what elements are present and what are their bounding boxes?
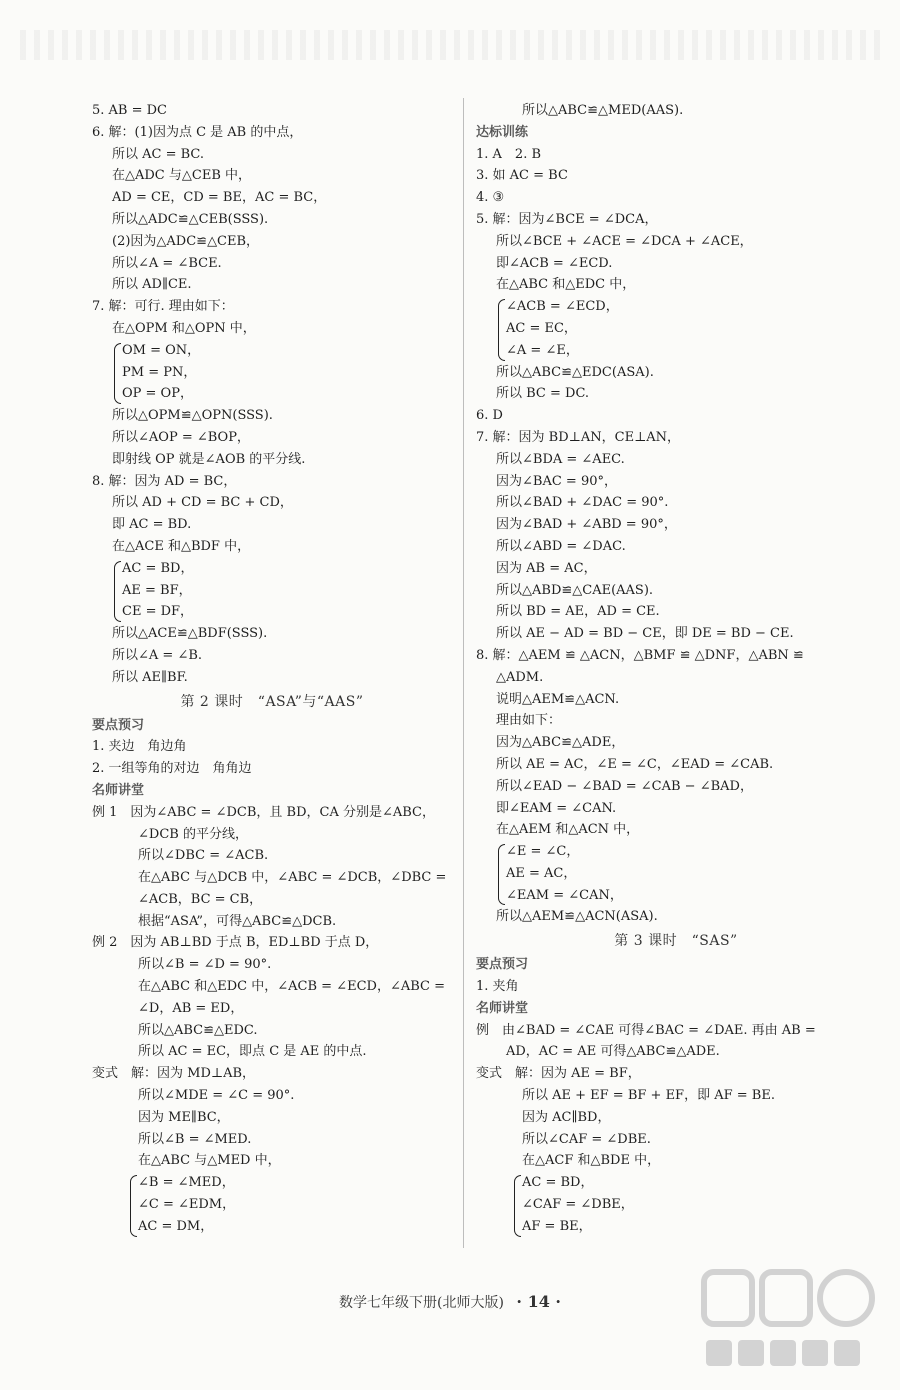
left-column bbox=[92, 100, 452, 1238]
answer-line: 所以 AE − AD = BD − CE，即 DE = BD − CE. bbox=[496, 626, 794, 642]
answer-line: 所以△ACE≌△BDF(SSS). bbox=[112, 626, 268, 642]
answer-line: OP = OP， bbox=[122, 386, 193, 402]
answer-line: 1. A 2. B bbox=[476, 146, 542, 162]
answer-line: AF = BE， bbox=[522, 1218, 592, 1234]
answer-line: 所以∠A = ∠B. bbox=[112, 647, 203, 663]
answer-line: 例 由∠BAD = ∠CAE 可得∠BAC = ∠DAE. 再由 AB = bbox=[476, 1022, 816, 1038]
answer-line: 即∠ACB = ∠ECD. bbox=[496, 255, 613, 271]
answer-line: 所以 AD∥CE. bbox=[112, 277, 192, 293]
answer-line: 因为∠BAD + ∠ABD = 90°， bbox=[496, 517, 677, 533]
answer-line: ∠ACB，BC = CB， bbox=[138, 891, 263, 907]
answer-line: 4. ③ bbox=[476, 190, 505, 206]
answer-line: 8. 解：因为 AD = BC， bbox=[92, 473, 237, 489]
answer-line: 所以△OPM≌△OPN(SSS). bbox=[112, 408, 273, 424]
answer-line: AD = CE，CD = BE，AC = BC， bbox=[112, 190, 327, 206]
answer-line: 所以△ABD≌△CAE(AAS). bbox=[496, 582, 654, 598]
answer-line: 所以 AC = BC. bbox=[112, 146, 205, 162]
answer-line: 即射线 OP 就是∠AOB 的平分线. bbox=[112, 451, 306, 467]
answer-line: 因为 AC∥BD， bbox=[522, 1109, 611, 1125]
answer-line: 5. 解：因为∠BCE = ∠DCA， bbox=[476, 211, 658, 227]
answer-line: 6. 解：(1)因为点 C 是 AB 的中点， bbox=[92, 124, 303, 140]
answer-line: OM = ON， bbox=[122, 342, 201, 358]
answer-line: 5. AB = DC bbox=[92, 103, 168, 118]
brace-icon bbox=[114, 561, 121, 622]
answer-line: ∠A = ∠E， bbox=[506, 342, 579, 358]
answer-line: 2. 一组等角的对边 角角边 bbox=[92, 761, 252, 777]
answer-line: 在△ADC 与△CEB 中， bbox=[112, 168, 252, 184]
answer-line: 因为△ABC≌△ADE， bbox=[496, 735, 625, 751]
answer-line: 即∠EAM = ∠CAN. bbox=[496, 800, 617, 816]
answer-line: 即 AC = BD. bbox=[112, 517, 192, 533]
answer-line: 3. 如 AC = BC bbox=[476, 168, 568, 184]
answer-line: 在△ACF 和△BDE 中， bbox=[522, 1153, 661, 1169]
condition-brace-group bbox=[476, 1172, 876, 1237]
answer-line: 所以∠MDE = ∠C = 90°. bbox=[138, 1088, 295, 1104]
page-number: · 14 · bbox=[516, 1292, 561, 1311]
answer-line: 6. D bbox=[476, 408, 503, 424]
answer-line: 所以△ADC≌△CEB(SSS). bbox=[112, 211, 269, 227]
lesson-title: 第 2 课时 “ASA”与“AAS” bbox=[180, 693, 364, 710]
right-column bbox=[476, 100, 876, 1238]
answer-line: CE = DF， bbox=[122, 604, 194, 620]
scan-noise bbox=[20, 30, 880, 60]
answer-line: 所以△ABC≌△EDC. bbox=[138, 1022, 258, 1038]
brace-icon bbox=[114, 343, 121, 404]
watermark-logo-icon bbox=[696, 1252, 886, 1382]
answer-line: 所以 AE = AC，∠E = ∠C，∠EAD = ∠CAB. bbox=[496, 756, 774, 772]
answer-line: 7. 解：因为 BD⊥AN，CE⊥AN， bbox=[476, 429, 681, 445]
answer-line: 所以∠B = ∠D = 90°. bbox=[138, 957, 272, 973]
answer-line: 所以△ABC≌△MED(AAS). bbox=[522, 103, 684, 118]
answer-line: 例 1 因为∠ABC = ∠DCB，且 BD，CA 分别是∠ABC， bbox=[92, 804, 435, 820]
answer-line: 所以 AD + CD = BC + CD， bbox=[112, 495, 293, 511]
brace-icon bbox=[514, 1175, 521, 1236]
answer-line: 在△OPM 和△OPN 中， bbox=[112, 320, 256, 336]
brace-icon bbox=[498, 844, 505, 905]
book-title: 数学七年级下册(北师大版) bbox=[339, 1295, 504, 1311]
answer-line: 所以∠B = ∠MED. bbox=[138, 1131, 252, 1147]
answer-line: 7. 解：可行. 理由如下： bbox=[92, 299, 234, 315]
answer-line: 所以∠ABD = ∠DAC. bbox=[496, 538, 626, 554]
answer-line: ∠B = ∠MED， bbox=[138, 1175, 235, 1191]
answer-line: 在△ABC 与△DCB 中，∠ABC = ∠DCB，∠DBC = bbox=[138, 870, 447, 886]
answer-line: 在△ABC 与△MED 中， bbox=[138, 1153, 281, 1169]
answer-line: 理由如下： bbox=[496, 713, 562, 729]
answer-line: ∠DCB 的平分线， bbox=[138, 826, 248, 842]
condition-brace-group bbox=[476, 841, 876, 906]
condition-brace-group bbox=[92, 340, 452, 405]
answer-line: 所以 BD = AE，AD = CE. bbox=[496, 604, 660, 620]
answer-line: 变式 解：因为 AE = BF， bbox=[476, 1066, 641, 1082]
answer-line: 因为∠BAC = 90°， bbox=[496, 473, 617, 489]
answer-line: AC = BD， bbox=[522, 1175, 594, 1191]
section-heading: 名师讲堂 bbox=[92, 782, 145, 798]
answer-line: 8. 解：△AEM ≌ △ACN，△BMF ≌ △DNF，△ABN ≌ bbox=[476, 647, 804, 663]
answer-line: AC = BD， bbox=[122, 560, 194, 576]
answer-line: 1. 夹边 角边角 bbox=[92, 739, 187, 755]
answer-line: 所以 AE∥BF. bbox=[112, 669, 188, 685]
lesson-title: 第 3 课时 “SAS” bbox=[614, 933, 738, 950]
answer-line: (2)因为△ADC≌△CEB， bbox=[112, 233, 260, 249]
answer-line: 所以 AE + EF = BF + EF，即 AF = BE. bbox=[522, 1088, 775, 1104]
answer-line: 在△ACE 和△BDF 中， bbox=[112, 538, 251, 554]
section-heading: 要点预习 bbox=[476, 957, 529, 973]
answer-line: 所以∠BAD + ∠DAC = 90°. bbox=[496, 495, 669, 511]
answer-line: 因为 AB = AC， bbox=[496, 560, 597, 576]
condition-brace-group bbox=[92, 1172, 452, 1237]
answer-line: 所以∠CAF = ∠DBE. bbox=[522, 1131, 651, 1147]
answer-line: 例 2 因为 AB⊥BD 于点 B，ED⊥BD 于点 D， bbox=[92, 935, 379, 951]
brace-icon bbox=[130, 1175, 137, 1236]
answer-line: 所以∠DBC = ∠ACB. bbox=[138, 848, 269, 864]
answer-line: ∠D，AB = ED， bbox=[138, 1000, 244, 1016]
section-heading: 要点预习 bbox=[92, 717, 145, 733]
answer-line: 所以 BC = DC. bbox=[496, 386, 590, 402]
answer-line: 在△ABC 和△EDC 中， bbox=[496, 277, 636, 293]
answer-line: 所以∠AOP = ∠BOP， bbox=[112, 429, 250, 445]
answer-line: 所以∠BCE + ∠ACE = ∠DCA + ∠ACE， bbox=[496, 233, 753, 249]
answer-line: ∠E = ∠C， bbox=[506, 844, 580, 860]
answer-line: 所以∠A = ∠BCE. bbox=[112, 255, 222, 271]
answer-line: 说明△AEM≌△ACN. bbox=[496, 691, 620, 707]
condition-brace-group bbox=[476, 296, 876, 361]
answer-line: ∠ACB = ∠ECD， bbox=[506, 299, 619, 315]
answer-line: 所以∠EAD − ∠BAD = ∠CAB − ∠BAD， bbox=[496, 778, 753, 794]
answer-line: 在△ABC 和△EDC 中，∠ACB = ∠ECD，∠ABC = bbox=[138, 979, 445, 995]
answer-line: PM = PN， bbox=[122, 364, 197, 380]
answer-line: △ADM. bbox=[496, 669, 544, 685]
section-heading: 名师讲堂 bbox=[476, 1000, 529, 1016]
answer-line: ∠CAF = ∠DBE， bbox=[522, 1197, 634, 1213]
brace-icon bbox=[498, 299, 505, 360]
answer-line: AD，AC = AE 可得△ABC≌△ADE. bbox=[506, 1044, 720, 1060]
answer-line: ∠C = ∠EDM， bbox=[138, 1197, 236, 1213]
answer-line: 所以 AC = EC，即点 C 是 AE 的中点. bbox=[138, 1044, 367, 1060]
condition-brace-group bbox=[92, 558, 452, 623]
answer-line: ∠EAM = ∠CAN， bbox=[506, 887, 623, 903]
answer-line: 所以△ABC≌△EDC(ASA). bbox=[496, 364, 654, 380]
answer-line: AE = AC， bbox=[506, 865, 577, 881]
answer-line: AC = DM， bbox=[138, 1218, 214, 1234]
answer-line: 所以△AEM≌△ACN(ASA). bbox=[496, 909, 658, 925]
answer-line: AE = BF， bbox=[122, 582, 192, 598]
answer-line: 所以∠BDA = ∠AEC. bbox=[496, 451, 625, 467]
answer-line: 因为 ME∥BC， bbox=[138, 1109, 230, 1125]
column-divider bbox=[463, 98, 464, 1248]
section-heading: 达标训练 bbox=[476, 124, 529, 140]
answer-line: AC = EC， bbox=[506, 320, 577, 336]
answer-line: 变式 解：因为 MD⊥AB， bbox=[92, 1066, 256, 1082]
answer-line: 在△AEM 和△ACN 中， bbox=[496, 822, 640, 838]
answer-line: 根据“ASA”，可得△ABC≌△DCB. bbox=[138, 913, 337, 929]
answer-line: 1. 夹角 bbox=[476, 979, 519, 995]
